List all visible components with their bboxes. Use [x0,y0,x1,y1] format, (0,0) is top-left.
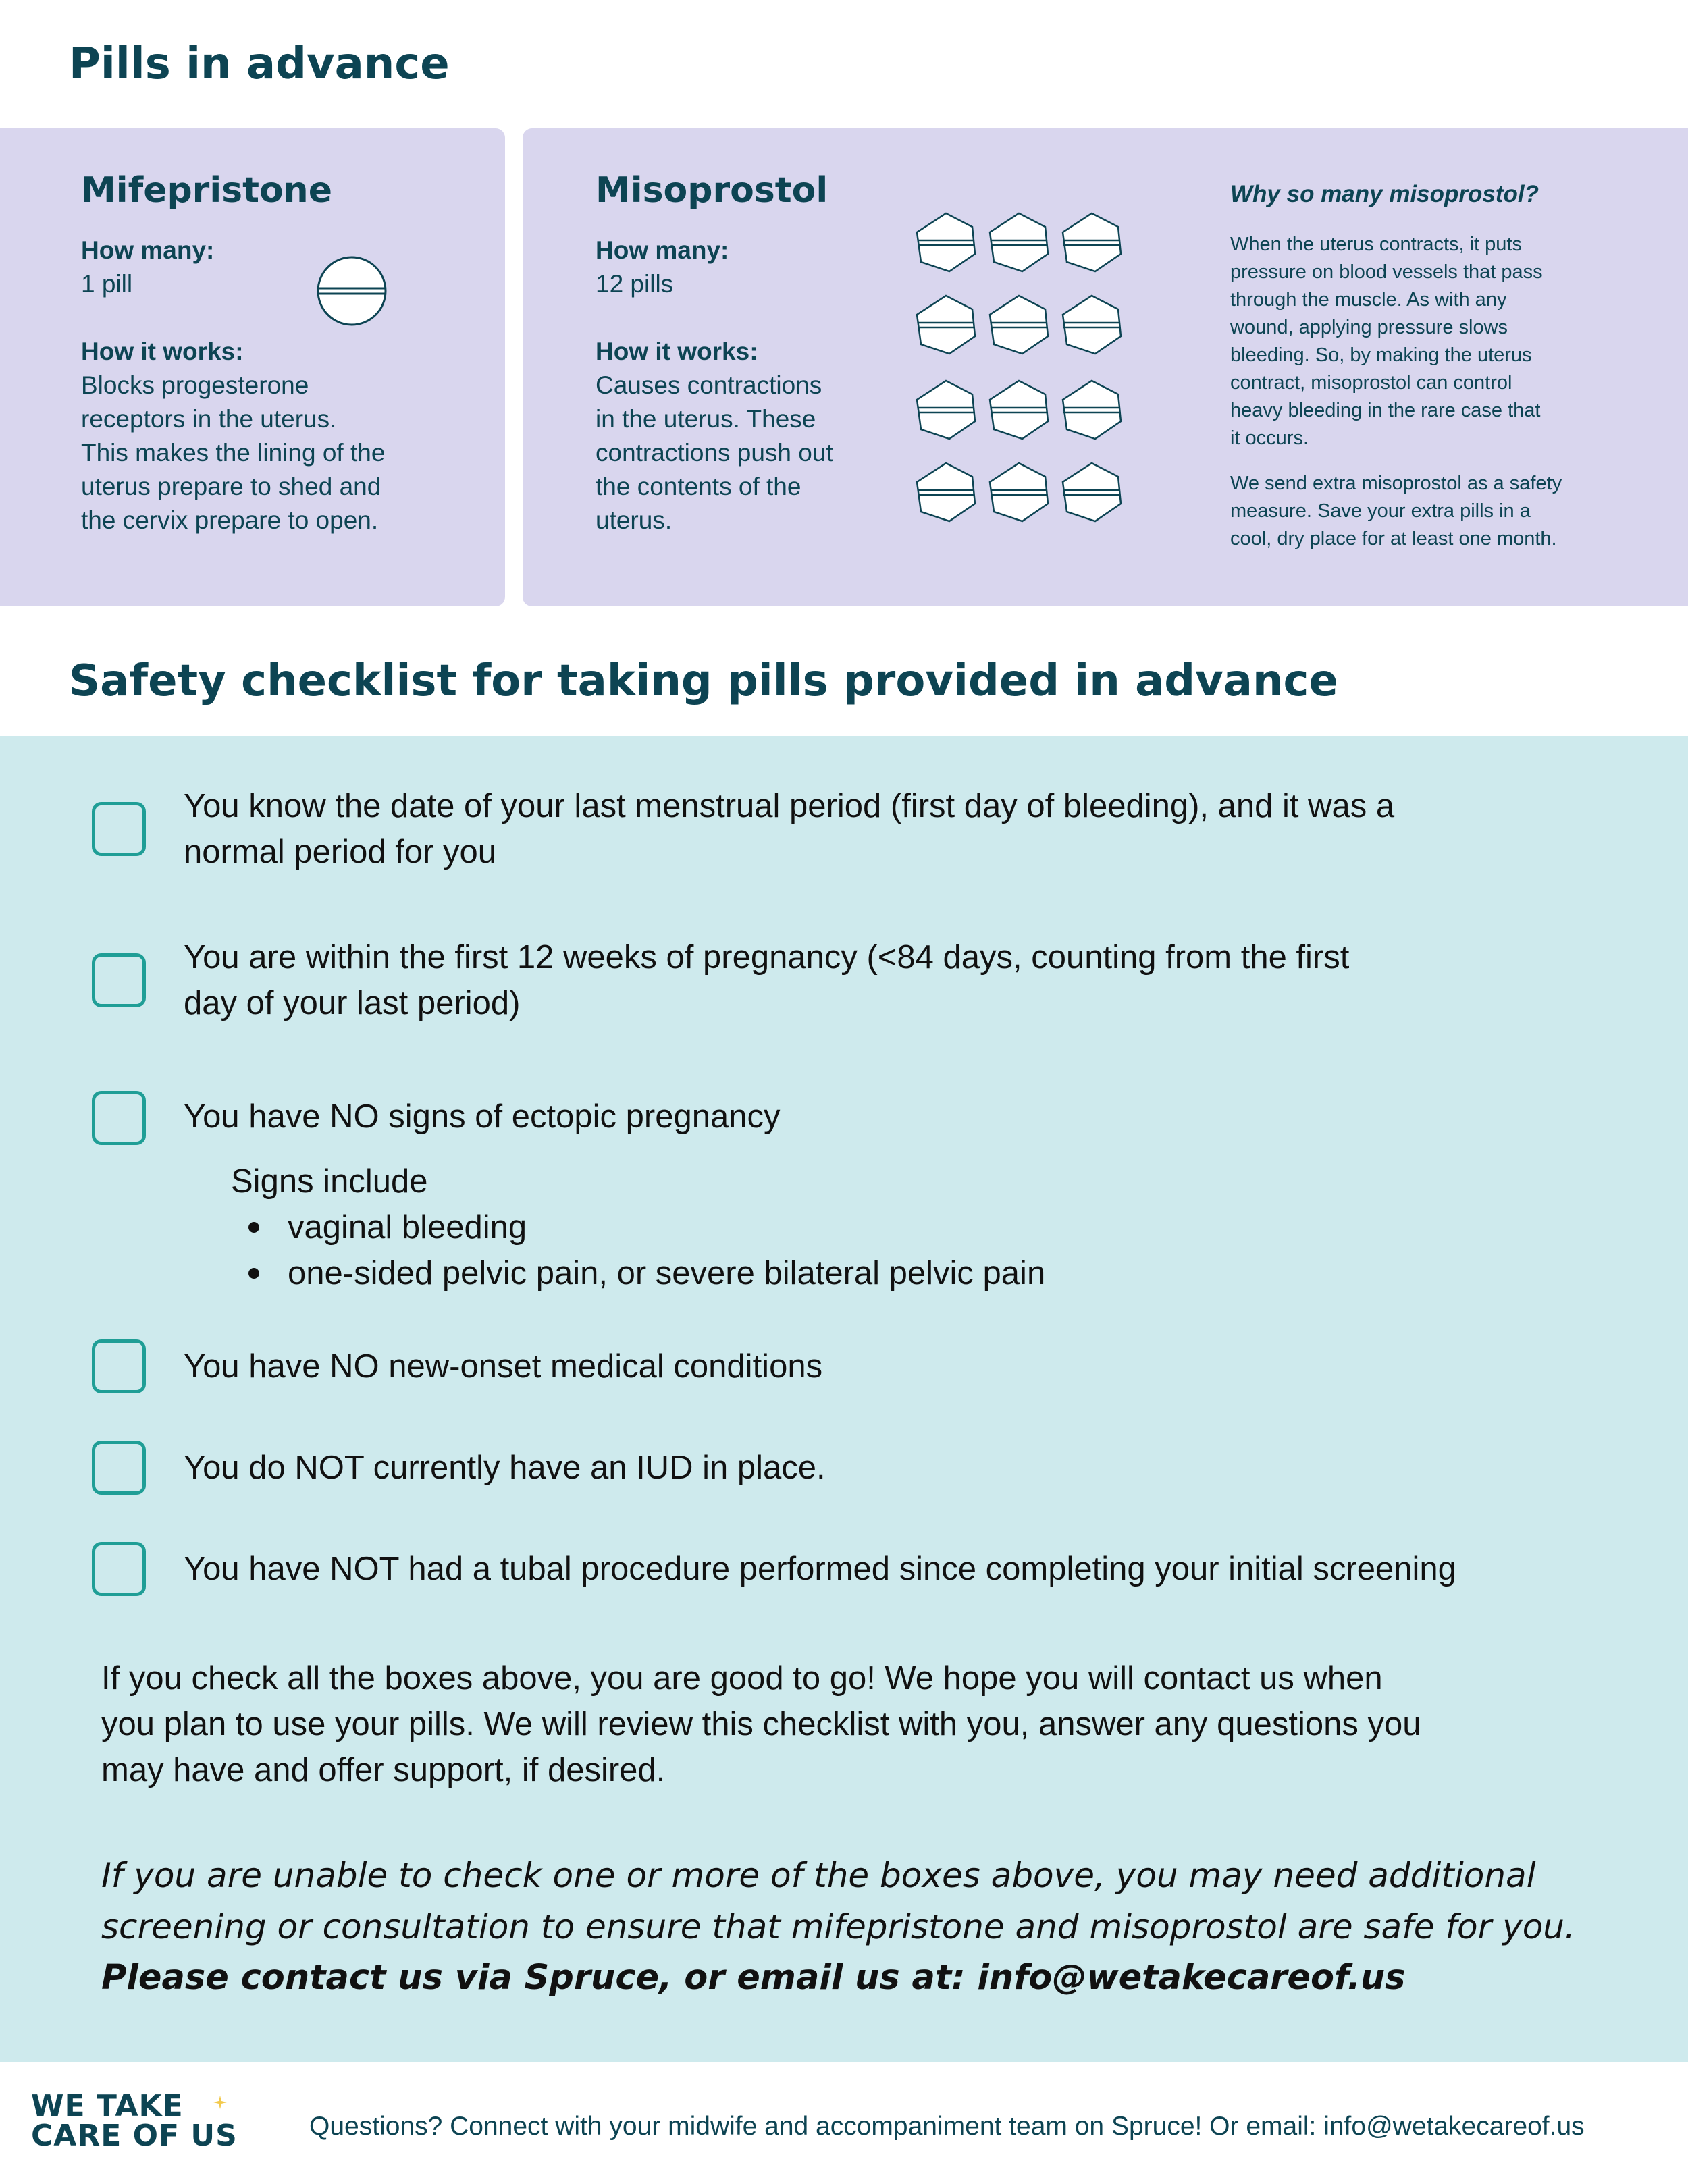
mife-how-works-text: Blocks progesterone receptors in the uterus. This makes the lining of the uterus prepare to shed and the cervix prepare to open. [81,371,386,534]
why-title: Why so many misoprostol? [1230,181,1539,207]
checkbox-ectopic[interactable] [92,1091,146,1145]
checklist-item-ectopic: You have NO signs of ectopic pregnancy [184,1098,781,1135]
checklist-item-iud: You do NOT currently have an IUD in place. [184,1449,826,1486]
checklist-item-last-period: You know the date of your last menstrual period (first day of bleeding), and it was a normal period for you [184,788,1395,870]
we-take-care-of-us-logo: WE TAKE CARE OF US [31,2089,238,2153]
checkbox-last-period[interactable] [92,802,146,856]
bullet-dot [248,1268,259,1279]
checklist-item-12-weeks: You are within the first 12 weeks of pregnancy (<84 days, counting from the first day of your last period) [184,939,1350,1021]
checkbox-tubal[interactable] [92,1542,146,1596]
mife-how-many-value: 1 pill [81,270,133,298]
mifepristone-name: Mifepristone [81,170,332,211]
checkbox-12-weeks[interactable] [92,953,146,1007]
ectopic-signs-intro: Signs include [231,1163,428,1200]
single-pill-icon [315,254,389,328]
miso-how-many-value: 12 pills [596,270,674,298]
section-title-checklist: Safety checklist for taking pills provided in advance [69,656,1338,706]
misoprostol-card [523,128,1688,606]
checkbox-iud[interactable] [92,1441,146,1495]
misoprostol-pills-icon [916,212,1132,543]
checklist-item-medical-conditions: You have NO new-onset medical conditions [184,1348,823,1385]
miso-how-works-text: Causes contractions in the uterus. These contractions push out the contents of the uterus. [596,371,833,534]
checklist-panel [0,736,1688,2062]
why-paragraph-2: We send extra misoprostol as a safety measure. Save your extra pills in a cool, dry place for at least one month. [1230,473,1562,550]
checkbox-medical-conditions[interactable] [92,1339,146,1393]
footer-contact-text: Questions? Connect with your midwife and accompaniment team on Spruce! Or email: info@wetakecareof.us [309,2112,1585,2141]
contact-line: Please contact us via Spruce, or email us at: info@wetakecareof.us [101,1958,1406,1998]
unable-paragraph: If you are unable to check one or more of the boxes above, you may need additional screening or consultation to ensure that mifepristone and misoprostol are safe for you. [101,1856,1575,1946]
why-paragraph-1: When the uterus contracts, it puts pressure on blood vessels that pass through the muscle. As with any wound, applying pressure slows bleeding. So, by making the uterus contract, misoprostol can control heavy bleeding in the rare case that it occurs. [1230,234,1543,449]
ectopic-sign-pain: one-sided pelvic pain, or severe bilateral pelvic pain [288,1255,1046,1291]
mife-how-works-label: How it works: [81,338,244,365]
miso-how-works-label: How it works: [596,338,758,365]
miso-how-many-label: How many: [596,236,729,264]
mife-how-many-label: How many: [81,236,215,264]
section-title-pills: Pills in advance [69,39,450,89]
sparkle-icon [212,2094,228,2110]
bullet-dot [248,1222,259,1233]
mifepristone-card [0,128,505,606]
misoprostol-name: Misoprostol [596,170,828,211]
good-to-go-paragraph: If you check all the boxes above, you are good to go! We hope you will contact us when you plan to use your pills. We will review this checklist with you, answer any questions you may have and offer support, if desired. [101,1660,1421,1788]
checklist-item-tubal: You have NOT had a tubal procedure performed since completing your initial screening [184,1551,1456,1587]
ectopic-sign-bleeding: vaginal bleeding [288,1209,527,1246]
